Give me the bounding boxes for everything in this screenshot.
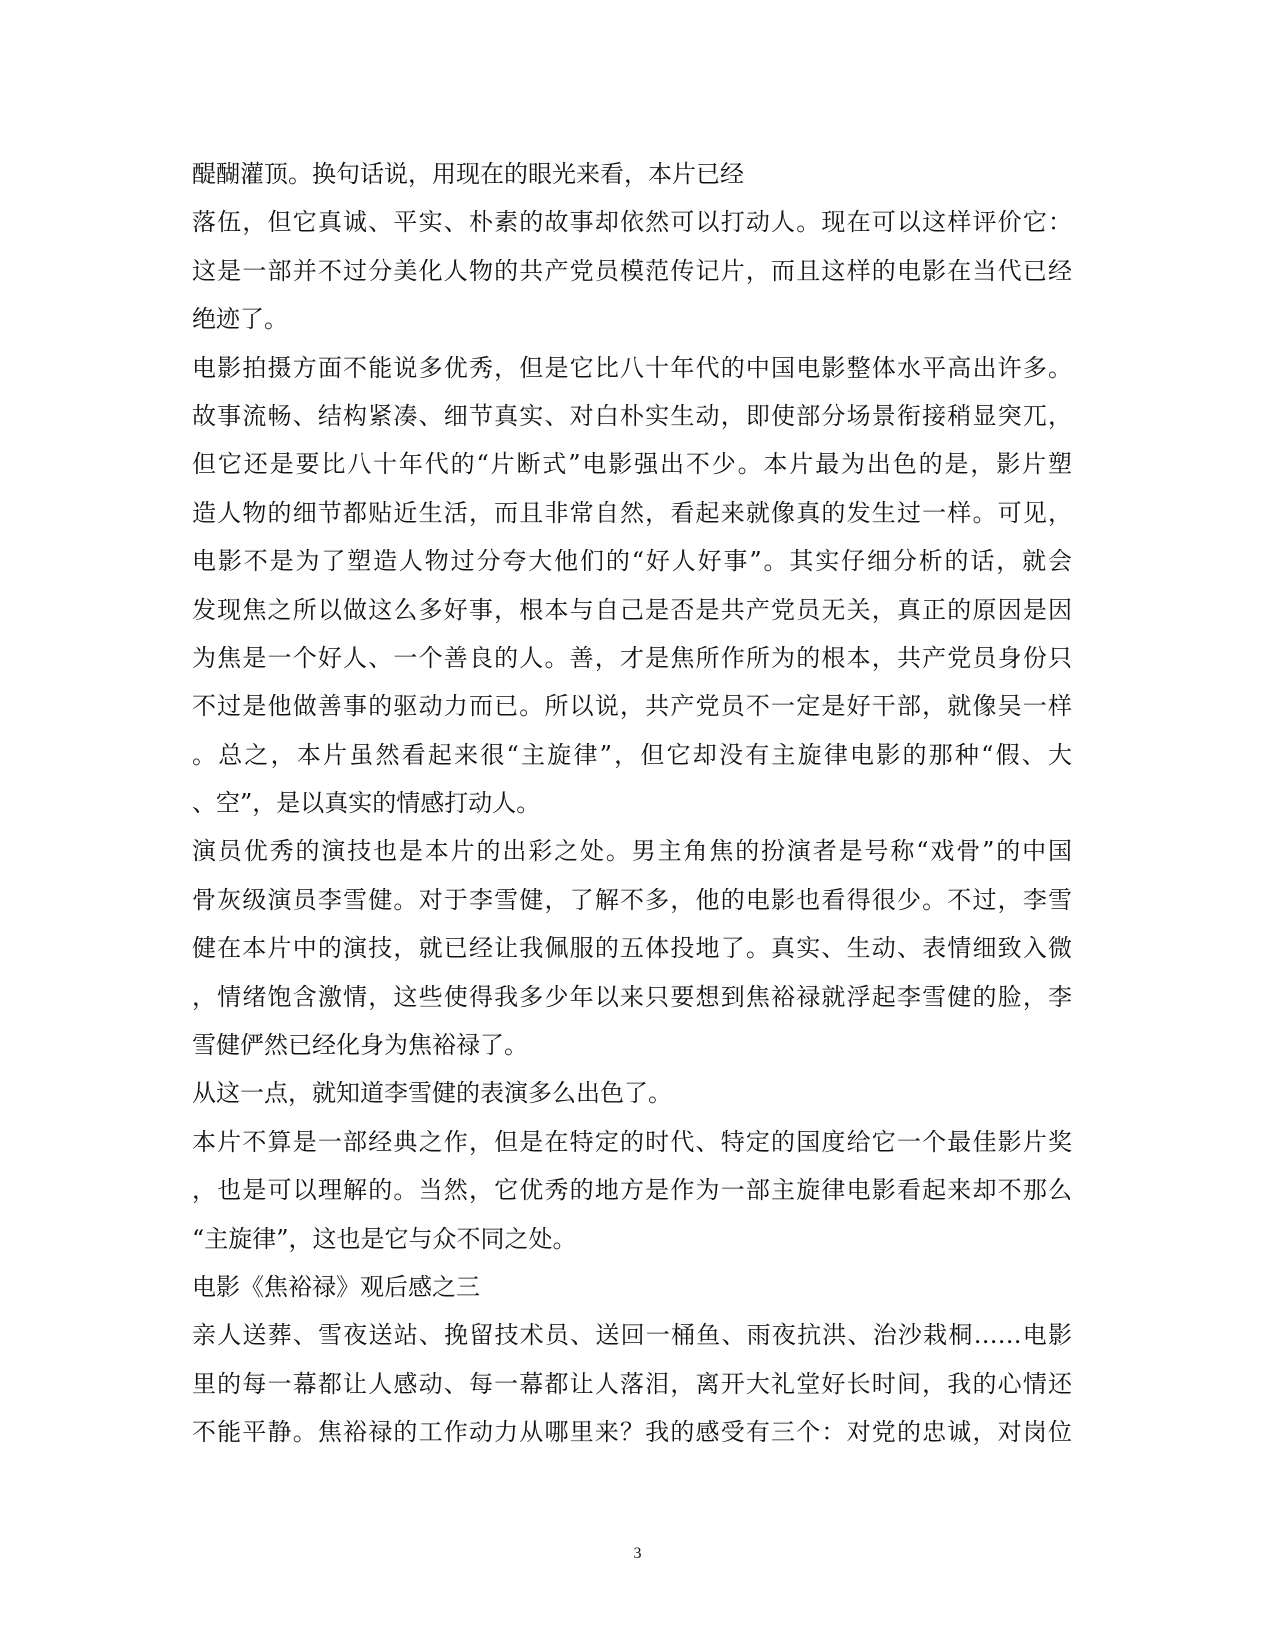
page-number: 3 [633, 1545, 642, 1562]
text-line: “主旋律”，这也是它与众不同之处。 [192, 1224, 577, 1253]
text-line: ，也是可以理解的。当然，它优秀的地方是作为一部主旋律电影看起来却不那么 [192, 1176, 1072, 1205]
text-line: 不过是他做善事的驱动力而已。所以说，共产党员不一定是好干部，就像吴一样 [192, 692, 1072, 721]
text-line: 电影拍摄方面不能说多优秀，但是它比八十年代的中国电影整体水平高出许多。 [192, 353, 1072, 382]
text-line: 醍醐灌顶。换句话说，用现在的眼光来看，本片已经 [192, 160, 744, 188]
text-line: 不能平静。焦裕禄的工作动力从哪里来？我的感受有三个：对党的忠诚，对岗位 [192, 1418, 1072, 1447]
text-line: 演员优秀的演技也是本片的出彩之处。男主角焦的扮演者是号称“戏骨”的中国 [192, 837, 1072, 866]
text-line: 但它还是要比八十年代的“片断式”电影强出不少。本片最为出色的是，影片塑 [192, 450, 1072, 479]
body-text [192, 150, 1072, 1457]
text-line: 发现焦之所以做这么多好事，根本与自己是否是共产党员无关，真正的原因是因 [192, 595, 1072, 624]
text-line: 为焦是一个好人、一个善良的人。善，才是焦所作所为的根本，共产党员身份只 [192, 643, 1072, 672]
text-line: 从这一点，就知道李雪健的表演多么出色了。 [192, 1079, 672, 1108]
text-line: 亲人送葬、雪夜送站、挽留技术员、送回一桶鱼、雨夜抗洪、治沙栽桐……电影 [192, 1321, 1072, 1350]
text-line: 故事流畅、结构紧凑、细节真实、对白朴实生动，即使部分场景衔接稍显突兀， [192, 401, 1072, 430]
text-line: ，情绪饱含激情，这些使得我多少年以来只要想到焦裕禄就浮起李雪健的脸，李 [192, 982, 1072, 1011]
text-line: 本片不算是一部经典之作，但是在特定的时代、特定的国度给它一个最佳影片奖 [192, 1127, 1072, 1156]
text-line: 健在本片中的演技，就已经让我佩服的五体投地了。真实、生动、表情细致入微 [192, 934, 1072, 963]
text-line: 骨灰级演员李雪健。对于李雪健，了解不多，他的电影也看得很少。不过，李雪 [192, 885, 1072, 914]
text-line: 绝迹了。 [192, 305, 288, 334]
text-line: 落伍，但它真诚、平实、朴素的故事却依然可以打动人。现在可以这样评价它： [192, 208, 1072, 237]
text-line: 这是一部并不过分美化人物的共产党员模范传记片，而且这样的电影在当代已经 [192, 256, 1072, 285]
text-line: 造人物的细节都贴近生活，而且非常自然，看起来就像真的发生过一样。可见， [192, 498, 1072, 527]
text-line: 电影不是为了塑造人物过分夸大他们的“好人好事”。其实仔细分析的话，就会 [192, 547, 1072, 576]
text-line: 。总之，本片虽然看起来很“主旋律”，但它却没有主旋律电影的那种“假、大 [192, 740, 1072, 769]
text-line: 、空”，是以真实的情感打动人。 [192, 789, 541, 818]
text-line: 里的每一幕都让人感动、每一幕都让人落泪，离开大礼堂好长时间，我的心情还 [192, 1369, 1072, 1398]
section-heading: 电影《焦裕禄》观后感之三 [192, 1272, 480, 1301]
text-line: 雪健俨然已经化身为焦裕禄了。 [192, 1031, 528, 1060]
